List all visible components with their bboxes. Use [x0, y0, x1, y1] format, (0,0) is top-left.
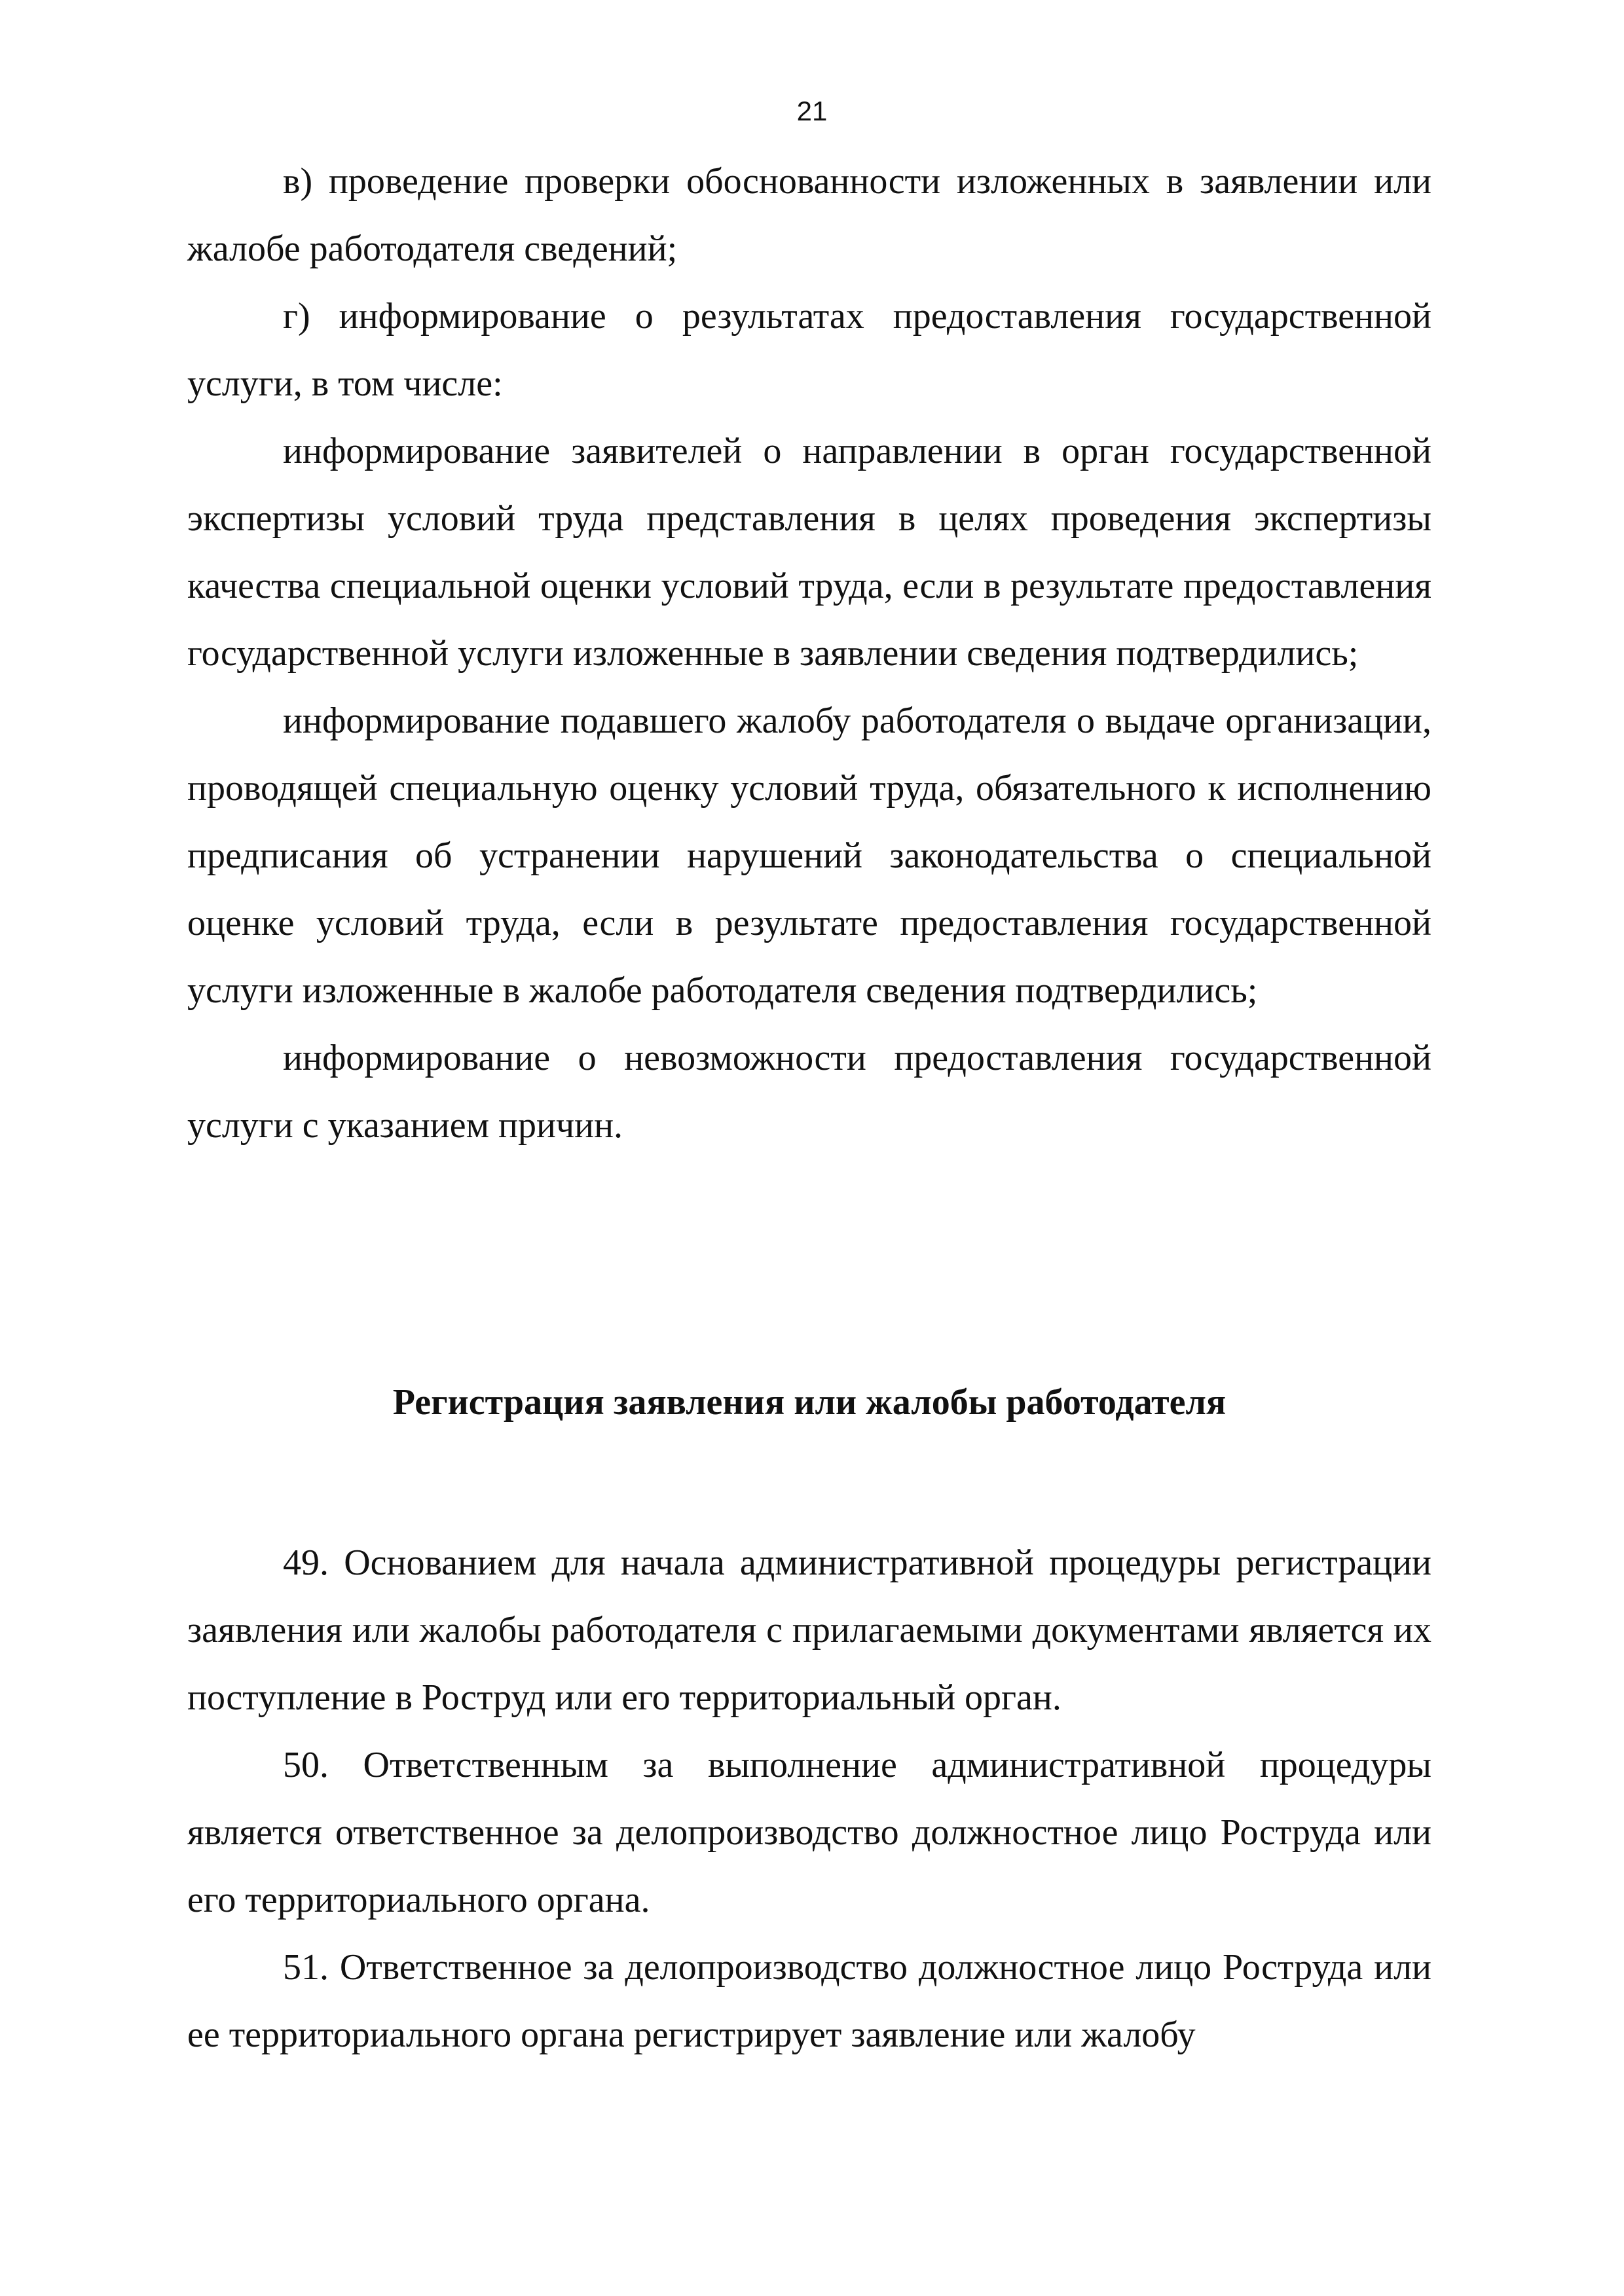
section-heading: Регистрация заявления или жалобы работодателя — [392, 1382, 1227, 1423]
paragraph-inform-employer: информирование подавшего жалобу работодателя о выдаче организации, проводящей специальную оценку условий труда, обязательного к исполнению предписания об устранении нарушений законодательства о специальной оценке условий труда, если в результате предоставления государственной услуги изложенные в жалобе работодателя сведения подтвердились; — [187, 701, 1431, 1011]
paragraph-item-v: в) проведение проверки обоснованности изложенных в заявлении или жалобе работодателя сведений; — [187, 161, 1431, 269]
paragraph-inform-impossibility: информирование о невозможности предоставления государственной услуги с указанием причин. — [187, 1038, 1431, 1146]
paragraph-item-g: г) информирование о результатах предоставления государственной услуги, в том числе: — [187, 296, 1431, 404]
text-block-top — [187, 148, 1431, 1159]
paragraph-49: 49. Основанием для начала административной процедуры регистрации заявления или жалобы работодателя с прилагаемыми документами является их поступление в Роструд или его территориальный орган. — [187, 1542, 1431, 1718]
page-number: 21 — [796, 96, 828, 126]
paragraph-50: 50. Ответственным за выполнение административной процедуры является ответственное за делопроизводство должностное лицо Роструда или его территориального органа. — [187, 1745, 1431, 1920]
text-block-bottom — [187, 1529, 1431, 2069]
paragraph-51: 51. Ответственное за делопроизводство должностное лицо Роструда или ее территориального органа регистрирует заявление или жалобу — [187, 1947, 1431, 2055]
paragraph-inform-applicants: информирование заявителей о направлении в орган государственной экспертизы условий труда представления в целях проведения экспертизы качества специальной оценки условий труда, если в результате предоставления государственной услуги изложенные в заявлении сведения подтвердились; — [187, 431, 1431, 674]
